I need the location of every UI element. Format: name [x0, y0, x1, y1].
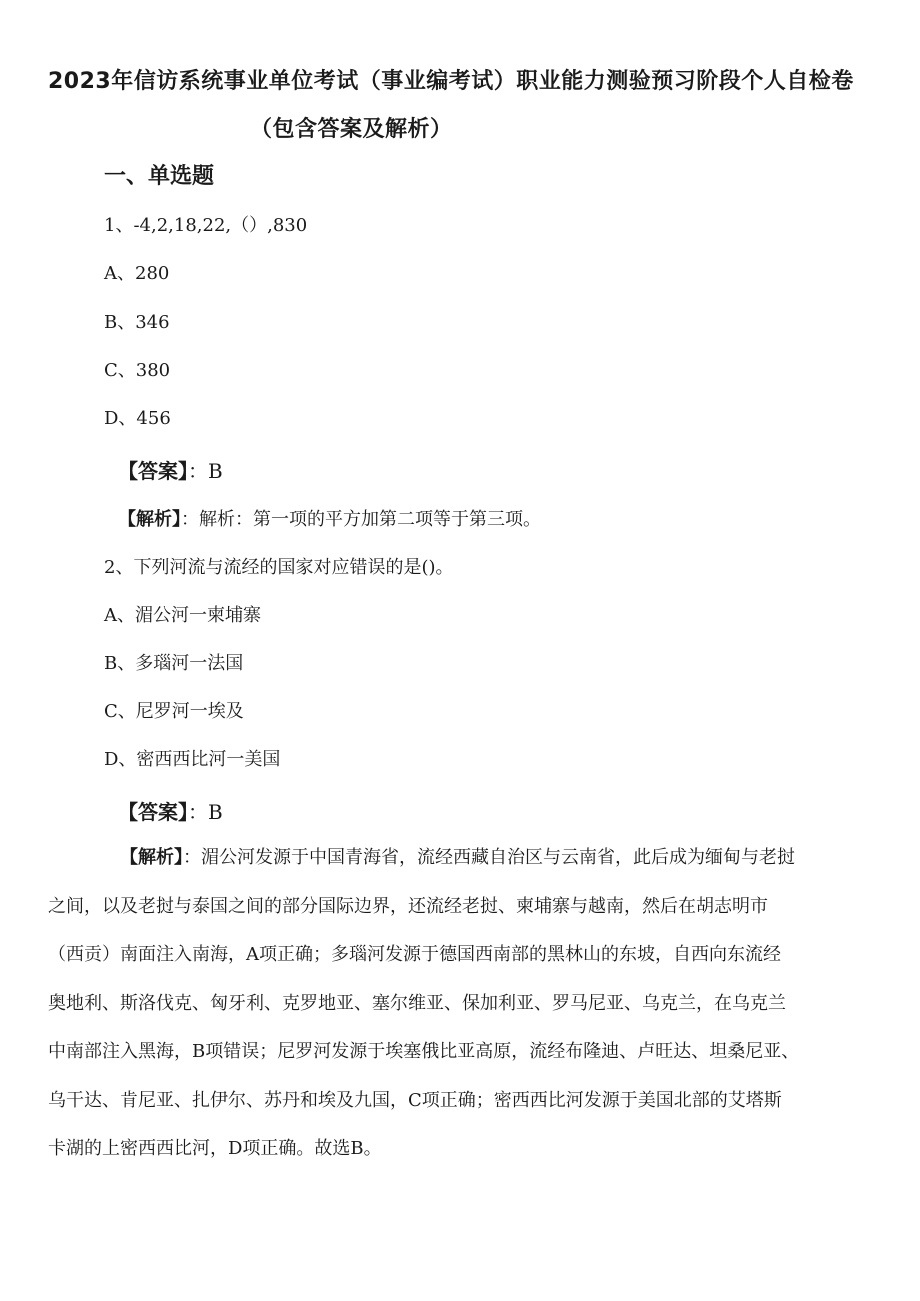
question-1-option-d: D、456 — [104, 408, 171, 429]
question-1-analysis — [118, 505, 541, 531]
question-2-option-b: B、多瑙河一法国 — [104, 653, 244, 674]
question-2-stem: 2、下列河流与流经的国家对应错误的是()。 — [104, 557, 454, 578]
analysis-line-4: 奥地利、斯洛伐克、匈牙利、克罗地亚、塞尔维亚、保加利亚、罗马尼亚、乌克兰，在乌克兰 — [48, 992, 786, 1014]
question-2-option-d: D、密西西比河一美国 — [104, 749, 281, 770]
section-heading: 一、单选题 — [104, 164, 215, 189]
analysis-line-3: （西贡）南面注入南海，A项正确；多瑙河发源于德国西南部的黑林山的东坡，自西向东流经 — [48, 944, 781, 965]
analysis-text: ：解析：第一项的平方加第二项等于第三项。 — [181, 509, 541, 530]
analysis-tag: 【解析】 — [118, 509, 181, 530]
answer-value: ：B — [188, 800, 223, 824]
analysis-line-1 — [48, 834, 870, 883]
answer-tag: 【答案】 — [118, 459, 188, 483]
question-1-stem: 1、-4,2,18,22,（）,830 — [104, 215, 308, 236]
analysis-line-6: 乌干达、肯尼亚、扎伊尔、苏丹和埃及九国，C项正确；密西西比河发源于美国北部的艾塔斯 — [48, 1089, 782, 1111]
analysis-text: ：湄公河发源于中国青海省，流经西藏自治区与云南省，此后成为缅甸与老挝 — [183, 847, 795, 868]
question-1-option-a: A、280 — [104, 263, 170, 284]
question-1-option-b: B、346 — [104, 312, 170, 333]
document-title-line-1: 2023年信访系统事业单位考试（事业编考试）职业能力测验预习阶段个人自检卷 — [48, 69, 854, 94]
analysis-line-7: 卡湖的上密西西比河，D项正确。故选B。 — [48, 1138, 382, 1159]
question-2-answer — [118, 796, 223, 825]
question-1-answer — [118, 455, 223, 484]
question-2-option-c: C、尼罗河一埃及 — [104, 701, 244, 722]
analysis-line-5: 中南部注入黑海，B项错误；尼罗河发源于埃塞俄比亚高原，流经布隆迪、卢旺达、坦桑尼亚、 — [48, 1041, 800, 1062]
analysis-line-2: 之间，以及老挝与泰国之间的部分国际边界，还流经老挝、柬埔寨与越南，然后在胡志明市 — [48, 895, 768, 917]
answer-value: ：B — [188, 459, 223, 483]
analysis-tag: 【解析】 — [120, 847, 183, 868]
question-2-analysis — [48, 834, 870, 1174]
question-2-option-a: A、湄公河一柬埔寨 — [104, 605, 261, 626]
document-title-line-2: （包含答案及解析） — [250, 117, 453, 142]
question-1-option-c: C、380 — [104, 360, 171, 381]
answer-tag: 【答案】 — [118, 800, 188, 824]
